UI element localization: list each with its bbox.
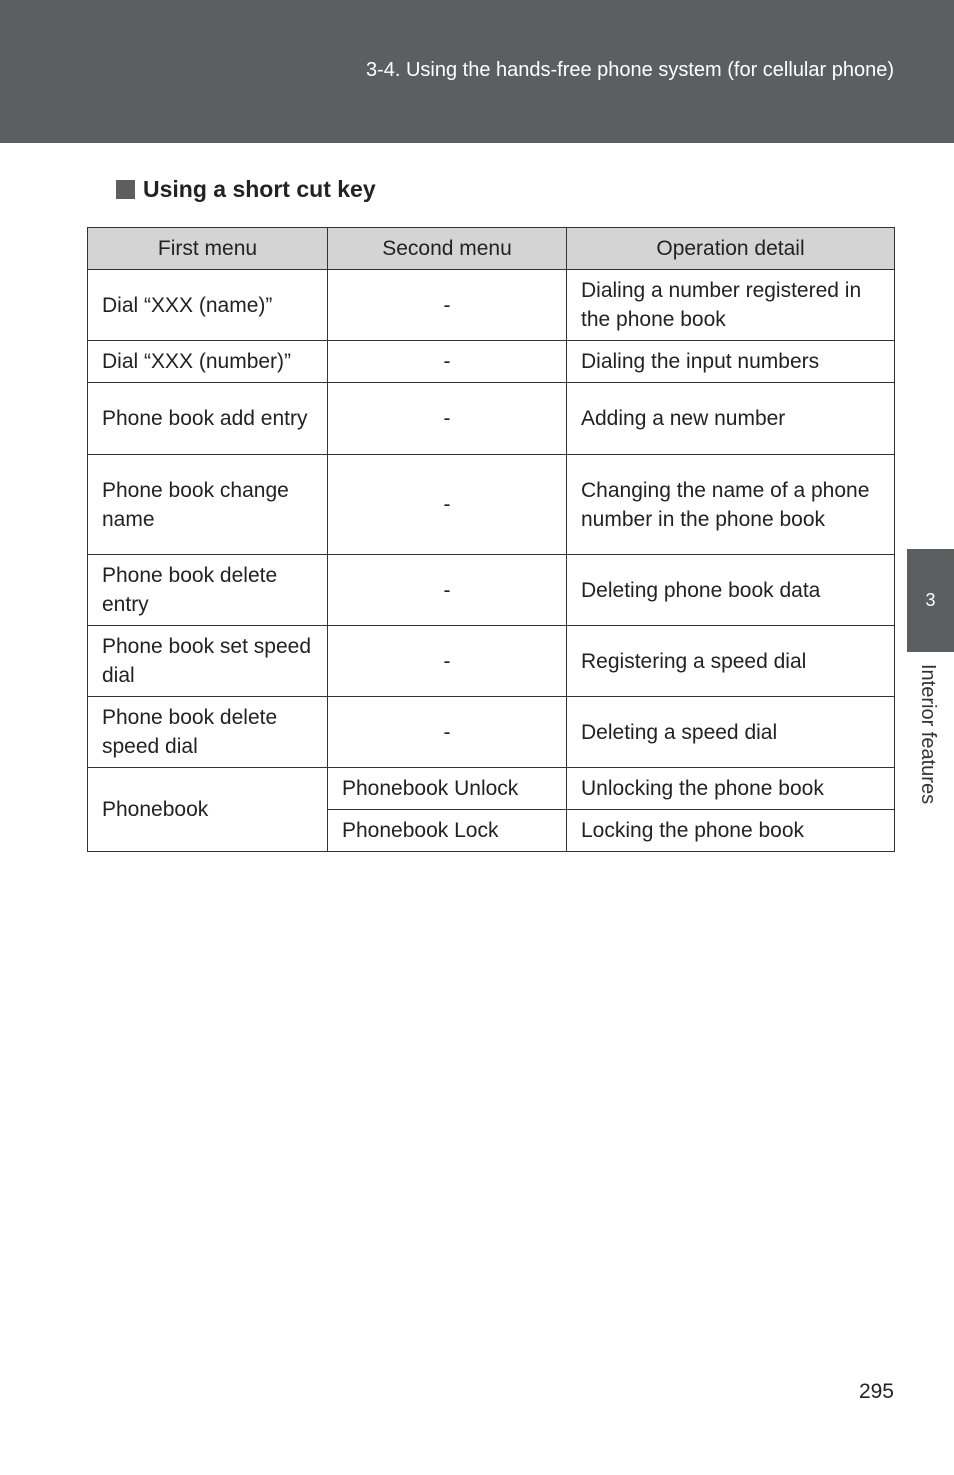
section-heading: [116, 176, 376, 203]
column-header-second-menu: Second menu: [328, 228, 567, 270]
first-menu-cell: Phone book set speed dial: [88, 626, 328, 697]
page-header: [0, 0, 954, 143]
table-row: [88, 383, 895, 455]
table-row: [88, 270, 895, 341]
chapter-tab: [907, 549, 954, 652]
table-row: [88, 768, 895, 810]
operation-detail-cell: Dialing the input numbers: [567, 341, 895, 383]
shortcut-menu-table: [87, 227, 895, 852]
chapter-side-label: Interior features: [917, 664, 939, 805]
first-menu-cell: Dial “XXX (name)”: [88, 270, 328, 341]
column-header-operation-detail: Operation detail: [567, 228, 895, 270]
table-row: [88, 341, 895, 383]
operation-detail-cell: Unlocking the phone book: [567, 768, 895, 810]
operation-detail-cell: Changing the name of a phone number in the phone book: [567, 455, 895, 555]
page-number: 295: [858, 1380, 894, 1403]
first-menu-cell: Phone book add entry: [88, 383, 328, 455]
second-menu-cell: -: [328, 697, 567, 768]
column-header-first-menu: First menu: [88, 228, 328, 270]
first-menu-cell-phonebook: Phonebook: [88, 768, 328, 852]
operation-detail-cell: Locking the phone book: [567, 810, 895, 852]
operation-detail-cell: Deleting a speed dial: [567, 697, 895, 768]
second-menu-cell: -: [328, 383, 567, 455]
section-heading-text: Using a short cut key: [143, 176, 376, 202]
first-menu-cell: Phone book delete entry: [88, 555, 328, 626]
square-bullet-icon: [116, 180, 135, 199]
second-menu-cell: -: [328, 555, 567, 626]
operation-detail-cell: Adding a new number: [567, 383, 895, 455]
operation-detail-cell: Registering a speed dial: [567, 626, 895, 697]
table-row: [88, 697, 895, 768]
first-menu-cell: Phone book change name: [88, 455, 328, 555]
second-menu-cell: Phonebook Unlock: [328, 768, 567, 810]
second-menu-cell: -: [328, 626, 567, 697]
chapter-number: 3: [925, 590, 936, 610]
table-row: [88, 455, 895, 555]
operation-detail-cell: Deleting phone book data: [567, 555, 895, 626]
first-menu-cell: Phone book delete speed dial: [88, 697, 328, 768]
second-menu-cell: -: [328, 341, 567, 383]
table-header-row: [88, 228, 895, 270]
second-menu-cell: Phonebook Lock: [328, 810, 567, 852]
second-menu-cell: -: [328, 455, 567, 555]
chapter-title: 3-4. Using the hands-free phone system (for cellular phone): [365, 59, 894, 81]
table-row: [88, 626, 895, 697]
table-row: [88, 555, 895, 626]
operation-detail-cell: Dialing a number registered in the phone book: [567, 270, 895, 341]
first-menu-cell: Dial “XXX (number)”: [88, 341, 328, 383]
second-menu-cell: -: [328, 270, 567, 341]
